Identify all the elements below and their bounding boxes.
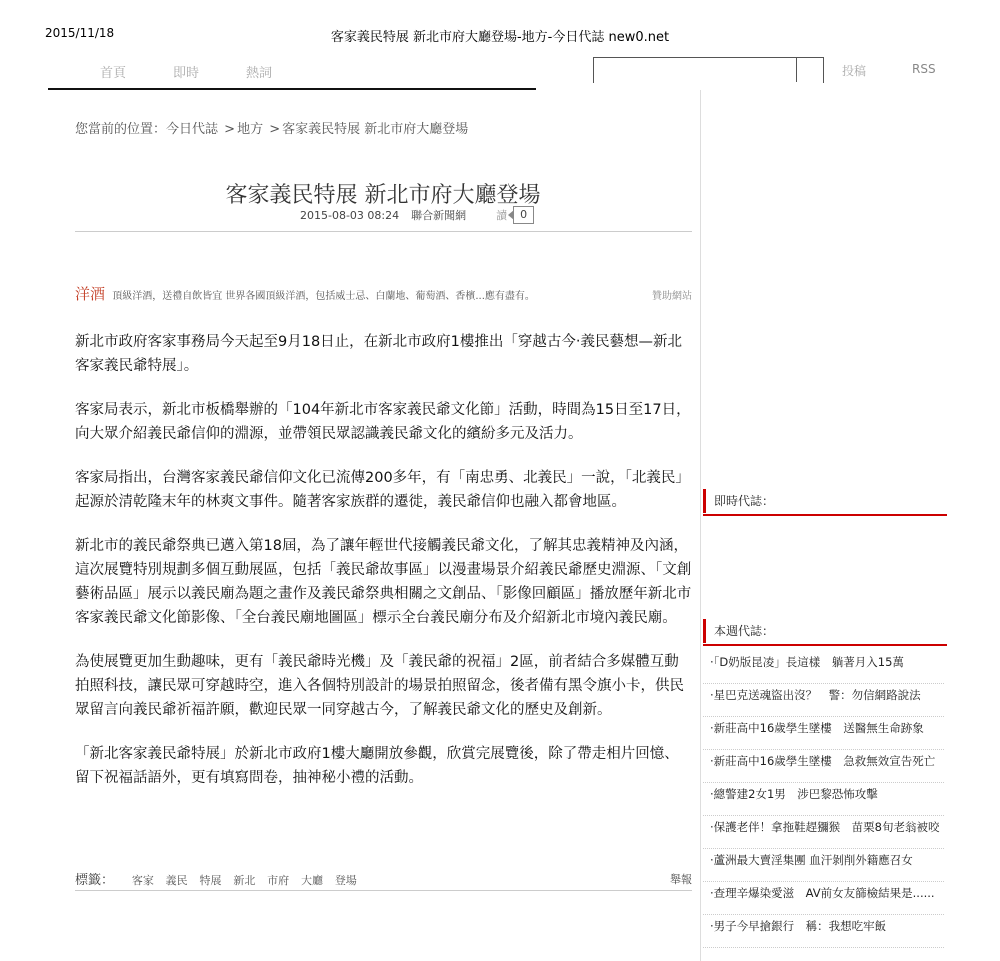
ad-title[interactable]: 洋酒 [75,285,106,303]
realtime-widget-label: 即時代誌： [714,494,775,508]
print-title: 客家義民特展 新北市府大廳登場-地方-今日代誌 new0.net [330,30,670,45]
breadcrumb-section[interactable]: 地方 [237,122,264,137]
breadcrumb-sep: > [269,122,281,137]
weekly-list-item[interactable]: ·查理辛爆染愛滋 AV前女友篩檢結果是...... [703,882,944,915]
article-paragraph: 客家局指出，台灣客家義民爺信仰文化已流傳200多年，有「南忠勇、北義民」一說，「北義民」起源於清乾隆末年的林爽文事件。隨著客家族群的遷徙，義民爺信仰也融入都會地區。 [75,470,690,510]
weekly-list-item[interactable]: ·新莊高中16歲學生墜樓 急救無效宣告死亡 [703,750,944,783]
realtime-widget-title [703,489,944,513]
article-paragraph: 「新北客家義民爺特展」於新北市政府1樓大廳開放參觀，欣賞完展覽後，除了帶走相片回憶、留下祝福話語外，更有填寫問卷，抽神秘小禮的活動。 [75,746,679,786]
read-label: 讀 [496,209,508,222]
article-paragraph: 客家局表示，新北市板橋舉辦的「104年新北市客家義民爺文化節」活動，時間為15日至17日，向大眾介紹義民爺信仰的淵源，並帶領民眾認識義民爺文化的繽紛多元及活力。 [75,402,691,442]
tag-link[interactable]: 登場 [334,874,357,887]
tag-link[interactable]: 義民 [165,874,188,887]
ad-sponsor-label: 贊助網站 [652,291,692,302]
breadcrumb-current: 客家義民特展 新北市府大廳登場 [282,122,469,137]
sidebar-divider [700,90,701,961]
article-body [75,330,692,810]
article-title: 客家義民特展 新北市府大廳登場 [225,182,541,208]
breadcrumb-prefix: 您當前的位置： [75,122,167,137]
article-paragraph: 新北市政府客家事務局今天起至9月18日止，在新北市政府1樓推出「穿越古今‧義民藝想—新北客家義民爺特展」。 [75,334,683,374]
nav-item-hot[interactable]: 熱詞 [246,66,273,81]
search-button[interactable] [796,58,824,82]
tag-link[interactable]: 大廳 [300,874,323,887]
nav-rule [48,88,536,90]
breadcrumb-sep: > [224,122,236,137]
nav-item-realtime[interactable]: 即時 [173,66,200,81]
bottom-rule [75,890,692,891]
print-date: 2015/11/18 [45,26,115,40]
tags-bar [75,869,692,888]
weekly-list-item[interactable]: ·蘆洲最大賣淫集團 血汗剝削外籍應召女 [703,849,944,882]
weekly-list-item[interactable]: ·男子今早搶銀行 稱：我想吃牢飯 [703,915,944,948]
weekly-list-item[interactable]: ·保護老伴！拿拖鞋趕獼猴 苗栗8旬老翁被咬 [703,816,944,849]
contribute-link[interactable]: 投稿 [842,64,867,78]
comment-count-badge[interactable]: 0 [513,206,534,224]
sponsored-ad[interactable] [75,283,692,304]
tag-link[interactable]: 新北 [233,874,256,887]
nav-item-home[interactable]: 首頁 [100,66,127,81]
tags-label: 標籤： [75,873,115,888]
breadcrumb-home[interactable]: 今日代誌 [166,122,219,137]
search-box [593,57,824,83]
tag-link[interactable]: 客家 [131,874,154,887]
weekly-list-item[interactable]: ·星巴克送魂盜出沒？ 警：勿信網路說法 [703,684,944,717]
weekly-list [703,651,944,948]
report-link[interactable]: 舉報 [670,873,692,886]
article-source: 聯合新聞網 [411,209,467,222]
title-rule [75,231,692,232]
search-input[interactable] [594,58,798,84]
article-datetime: 2015-08-03 08:24 [300,208,400,222]
weekly-widget-label: 本週代誌： [714,624,775,638]
weekly-list-item[interactable]: ·新莊高中16歲學生墜樓 送醫無生命跡象 [703,717,944,750]
breadcrumb [75,118,468,137]
main-nav [100,62,319,81]
article-paragraph: 新北市的義民爺祭典已邁入第18屆，為了讓年輕世代接觸義民爺文化，了解其忠義精神及內涵，這次展覽特別規劃多個互動展區，包括「義民爺故事區」以漫畫場景介紹義民爺歷史淵源、「文創藝術品區」展示以義民廟為題之畫作及義民爺祭典相關之文創品、「影像回顧區」播放歷年新北市客家義民爺文化節影像、「全台義民廟地圖區」標示全台義民廟分布及介紹新北市境內義民廟。 [75,538,692,626]
tag-link[interactable]: 特展 [199,874,222,887]
weekly-widget-title [703,619,944,643]
article-meta [300,206,534,224]
rss-link[interactable]: RSS [912,62,936,76]
tag-link[interactable]: 市府 [267,874,290,887]
ad-text[interactable]: 頂級洋酒，送禮自飲皆宜 世界各國頂級洋酒，包括威士忌、白蘭地、葡萄酒、香檳...應有盡有。 [112,291,535,302]
weekly-list-item[interactable]: ·總警建2女1男 涉巴黎恐怖攻擊 [703,783,944,816]
weekly-list-item[interactable]: ·「D奶版昆凌」長這樣 躺著月入15萬 [703,651,944,684]
article-paragraph: 為使展覽更加生動趣味，更有「義民爺時光機」及「義民爺的祝福」2區，前者結合多媒體互動拍照科技，讓民眾可穿越時空，進入各個特別設計的場景拍照留念，後者備有黑令旗小卡，供民眾留言向義民爺祈福許願，歡迎民眾一同穿越古今，了解義民爺文化的歷史及創新。 [75,654,684,718]
